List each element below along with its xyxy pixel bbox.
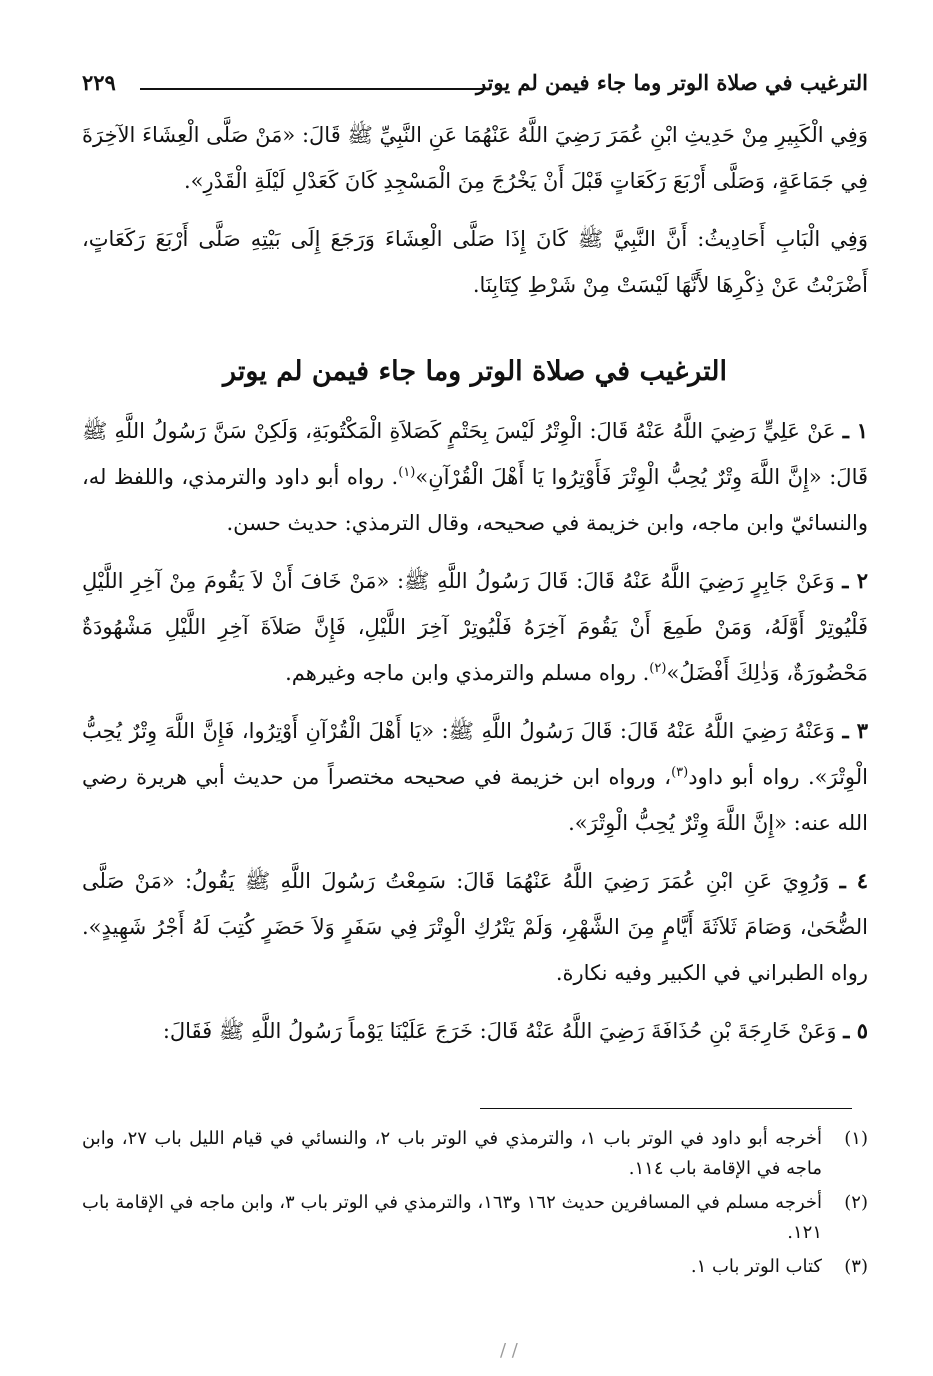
hadith-tail: . رواه أبو داود والترمذي، واللفظ له، والنسائيّ وابن ماجه، وابن خزيمة في صحيحه، وقال الترمذي: حديث حسن.: [82, 465, 868, 535]
footnote-text: كتاب الوتر باب ١.: [690, 1256, 822, 1277]
footnotes: [82, 1124, 868, 1286]
footnote-ref: (٢): [649, 661, 667, 676]
section-title: الترغيب في صلاة الوتر وما جاء فيمن لم يوتر: [222, 356, 728, 387]
intro-paragraph: وَفِي الْبَابِ أَحَادِيثُ: أَنَّ النَّبِيَّ ﷺ كَانَ إِذَا صَلَّى الْعِشَاءَ وَرَجَعَ إِلَى بَيْتِهِ صَلَّى أَرْبَعَ رَكَعَاتٍ، أَضْرَبْتُ عَنْ ذِكْرِهَا لأَنَّهَا لَيْسَتْ مِنْ شَرْطِ كِتَابِنَا.: [82, 227, 868, 297]
hadith-number: ٥ ـ: [843, 1018, 868, 1043]
intro-paragraph: وَفِي الْكَبِيرِ مِنْ حَدِيثِ ابْنِ عُمَرَ رَضِيَ اللَّهُ عَنْهُمَا عَنِ النَّبِيِّ ﷺ قَالَ: «مَنْ صَلَّى الْعِشَاءَ الآخِرَةَ فِي جَمَاعَةٍ، وَصَلَّى أَرْبَعَ رَكَعَاتٍ قَبْلَ أَنْ يَخْرُجَ مِنَ الْمَسْجِدِ كَانَ كَعَدْلِ لَيْلَةِ الْقَدْرِ».: [82, 123, 868, 193]
header-rule: [140, 88, 486, 90]
footnote-mark: (٢): [844, 1192, 868, 1213]
hadith-paragraph: [82, 708, 868, 846]
footnote-mark: (٣): [844, 1256, 868, 1277]
footnote-text: أخرجه مسلم في المسافرين حديث ١٦٢ و١٦٣، والترمذي في الوتر باب ٣، وابن ماجه في الإقامة باب ١٢١.: [82, 1192, 823, 1243]
hadith-text: وَرُوِيَ عَنِ ابْنِ عُمَرَ رَضِيَ اللَّهُ عَنْهُمَا قَالَ: سَمِعْتُ رَسُولَ اللَّهِ ﷺ يَقُولُ: «مَنْ صَلَّى الضُّحَىٰ، وَصَامَ ثَلاَثَةَ أَيَّامٍ مِنَ الشَّهْرِ، وَلَمْ يَتْرُكِ الْوِتْرَ فِي سَفَرٍ وَلاَ حَضَرٍ كُتِبَ لَهُ أَجْرُ شَهِيدٍ». رواه الطبراني في الكبير وفيه نكارة.: [82, 869, 868, 985]
page-number: ٢٢٩: [82, 70, 116, 95]
hadith-number: ٢ ـ: [842, 568, 868, 593]
hadith-text: وَعَنْ جَابِرٍ رَضِيَ اللَّهُ عَنْهُ قَالَ: قَالَ رَسُولُ اللَّهِ ﷺ: «مَنْ خَافَ أَنْ لاَ يَقُومَ مِنْ آخِرِ اللَّيْلِ فَلْيُوتِرْ أَوَّلَهُ، وَمَنْ طَمِعَ أَنْ يَقُومَ آخِرَهُ فَلْيُوتِرْ آخِرَ اللَّيْلِ، فَإِنَّ صَلاَةَ آخِرِ اللَّيْلِ مَشْهُودَةٌ مَحْضُورَةٌ، وَذٰلِكَ أَفْضَلُ»: [82, 569, 868, 685]
footnote: [82, 1124, 868, 1184]
running-header-title: الترغيب في صلاة الوتر وما جاء فيمن لم يوتر: [475, 70, 868, 95]
hadith-text: عَنْ عَلِيٍّ رَضِيَ اللَّهُ عَنْهُ قَالَ: الْوِتْرُ لَيْسَ بِحَتْمٍ كَصَلاَةِ الْمَكْتُوبَةِ، وَلَكِنْ سَنَّ رَسُولُ اللَّهِ ﷺ قَالَ: «إِنَّ اللَّهَ وِتْرٌ يُحِبُّ الْوِتْرَ فَأَوْتِرُوا يَا أَهْلَ الْقُرْآنِ»: [82, 419, 869, 489]
footnote-text: أخرجه أبو داود في الوتر باب ١، والترمذي في الوتر باب ٢، والنسائي في قيام الليل باب ٢٧، وابن ماجه في الإقامة باب ١١٤.: [82, 1128, 822, 1179]
footnote-separator: [480, 1108, 852, 1109]
hadith-text: وَعَنْهُ رَضِيَ اللَّهُ عَنْهُ قَالَ: قَالَ رَسُولُ اللَّهِ ﷺ: «يَا أَهْلَ الْقُرْآنِ أَوْتِرُوا، فَإِنَّ اللَّهَ وِتْرٌ يُحِبُّ الْوِتْرَ». رواه أبو داود: [82, 719, 868, 789]
hadith-number: ٤ ـ: [839, 868, 868, 893]
hadith-paragraph: [82, 408, 868, 546]
footnote-mark: (١): [844, 1128, 868, 1149]
footnote: [82, 1252, 868, 1282]
hadith-paragraph: [82, 1008, 868, 1054]
hadith-tail: . رواه مسلم والترمذي وابن ماجه وغيرهم.: [285, 661, 650, 685]
footnote-ref: (١): [398, 465, 416, 480]
page-body: [82, 112, 868, 1066]
hadith-text: وَعَنْ خَارِجَةَ بْنِ حُذَافَةَ رَضِيَ اللَّهُ عَنْهُ قَالَ: خَرَجَ عَلَيْنَا يَوْماً رَسُولُ اللَّهِ ﷺ فَقَالَ:: [162, 1019, 837, 1043]
footnote: [82, 1188, 868, 1248]
hadith-number: ١ ـ: [842, 418, 868, 443]
hadith-tail: ، ورواه ابن خزيمة في صحيحه مختصراً من حديث أبي هريرة رضي الله عنه: «إِنَّ اللَّهَ وِتْرٌ يُحِبُّ الْوِتْرَ».: [82, 765, 868, 835]
bottom-mark: / /: [500, 1340, 518, 1361]
hadith-paragraph: [82, 858, 868, 996]
footnote-ref: (٣): [671, 765, 689, 780]
running-header: [82, 66, 868, 104]
hadith-number: ٣ ـ: [842, 718, 868, 743]
hadith-paragraph: [82, 558, 868, 696]
